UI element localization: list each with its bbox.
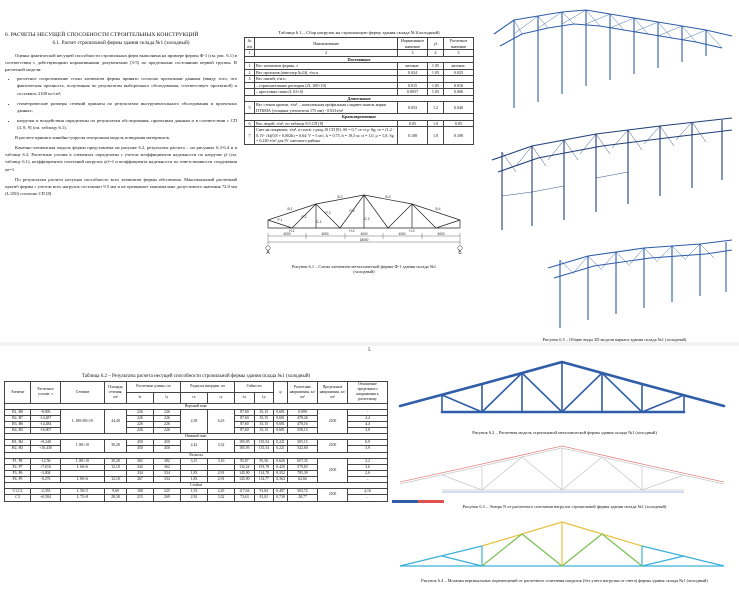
col-header: Гибкости	[235, 382, 274, 393]
sub-header: λx	[235, 392, 254, 403]
table-cell: 1.05	[428, 69, 444, 76]
table-cell: 0.015	[398, 82, 428, 89]
results-table	[4, 381, 388, 502]
section-title: 6. РАСЧЕТЫ НЕСУЩЕЙ СПОСОБНОСТИ СТРОИТЕЛЬНЫХ КОНСТРУКЦИЙ	[5, 32, 199, 38]
table-cell: 0,487	[274, 489, 288, 495]
table-title: Таблица 6.1 – Сбор нагрузок на стропильную ферму здания склада №1(холодный)	[278, 30, 440, 35]
member-label: В-1	[287, 207, 293, 211]
table-cell: 215	[127, 495, 154, 501]
table-cell: 657,35	[288, 458, 318, 464]
table-cell: 117,64	[235, 489, 254, 495]
subsection-title: 6.1. Расчет стропильной фермы здания склада №1 (холодный)	[52, 40, 190, 46]
slenderness-cell: 87,60	[235, 428, 254, 434]
table-cell: +0,584	[31, 495, 61, 501]
table-cell: 3,16	[207, 458, 234, 464]
table-cell: 1.0	[428, 127, 444, 145]
table-cell: 382	[153, 458, 180, 464]
table-title: Таблица 6.2 – Результаты расчета несущей способности стропильной фермы здания склада №1 (холодный)	[81, 374, 311, 379]
group-title: Раскосы	[5, 452, 388, 458]
truss-scheme-drawing	[262, 190, 466, 264]
table-row	[245, 127, 474, 145]
stress-cell: 0,099	[288, 409, 318, 415]
force-diagram-drawing	[392, 440, 737, 510]
table-cell: 334	[153, 470, 180, 476]
ratio-cell: 3,8	[348, 428, 388, 434]
length-cell: 450	[153, 440, 180, 446]
table-cell: 62,66	[288, 477, 318, 483]
table-cell: L 75×8	[61, 495, 105, 501]
member-label: В-4	[435, 207, 441, 211]
col-header: Элемент	[5, 382, 31, 404]
figure-6-4	[392, 514, 737, 583]
table-cell: 503,72	[288, 489, 318, 495]
table-cell: 2,91	[207, 477, 234, 483]
member-label: С-2	[364, 217, 370, 221]
table-cell: 0,730	[274, 495, 288, 501]
table-cell: Р2, Р7	[5, 464, 31, 470]
member-label: Р-4	[349, 209, 355, 213]
paragraph: Конечно-элементная модель фермы представлена на рисунке 6.2, результаты расчета – на рисунках 6.3-6.4 и в таблице 6.2. Расчетные усилия в элементах определены с учетом коэффициентов надежности по нагрузке γf (см. таблицу 6.1), коэффициентов сочетаний нагрузок ψ1=1 и коэффициента надежности по ответственности сооружения γn=1.	[5, 145, 237, 172]
table-cell: 3	[245, 76, 255, 83]
table-cell: Вес стенов кровли, т/м², – комплексная профильная сэндвич-панель марки ПТКМА (толщина утеплителя 175 мм) - 0.033т/м²	[255, 102, 398, 114]
table-cell: Р1, Р8	[5, 458, 31, 464]
table-cell: -12,58	[31, 458, 61, 464]
ratio-cell: 2,6	[348, 470, 388, 476]
col-number: 4	[428, 50, 444, 57]
table-cell: 0.024	[398, 69, 428, 76]
fe-model-drawing	[392, 354, 737, 434]
col-header: № п/п	[245, 38, 255, 50]
table-cell: 225	[153, 489, 180, 495]
ratio-cell: 3,2	[348, 458, 388, 464]
table-cell: Вес связей, т/м.п.	[255, 76, 398, 83]
col-header: Расчетное значение	[444, 38, 474, 50]
force-cell: +16,430	[31, 446, 61, 452]
table-cell: 1,53	[180, 489, 207, 495]
table-cell: 91,84	[254, 489, 273, 495]
table-cell: -2,355	[31, 489, 61, 495]
table-cell: Р4, Р5	[5, 477, 31, 483]
col-header: Расчетные напряжения, кг/см²	[288, 382, 318, 404]
table-header-row	[5, 382, 388, 393]
col-header: Отношение предельного напряжения к расчетному	[348, 382, 388, 404]
element-cell: В1, В8	[5, 409, 31, 415]
slenderness-cell: 87,60	[235, 415, 254, 421]
length-cell: 226	[153, 428, 180, 434]
table-cell: 1,83	[180, 477, 207, 483]
table-cell: 0.108	[398, 127, 428, 145]
radius-cell: 3,32	[207, 440, 234, 452]
sub-header: lx	[127, 392, 154, 403]
table-row	[5, 440, 388, 446]
length-cell: 226	[153, 421, 180, 427]
force-cell: -8,003	[31, 409, 61, 415]
length-cell: 226	[153, 409, 180, 415]
table-cell: 0,352	[274, 470, 288, 476]
element-cell: В4, В5	[5, 428, 31, 434]
table-cell: 0.016	[444, 82, 474, 89]
support-label-b: Б	[458, 250, 462, 256]
section-cell: L 80×10	[61, 440, 105, 452]
table-cell: 0.006	[444, 89, 474, 96]
ratio-cell: 4,4	[348, 415, 388, 421]
radius-cell: 2,42	[180, 440, 207, 452]
table-cell: 114,77	[254, 477, 273, 483]
member-label: В-3	[385, 195, 391, 199]
element-cell: В3, В6	[5, 421, 31, 427]
table-cell: 3,32	[207, 495, 234, 501]
dimension-label: 4000	[437, 232, 445, 236]
phi-cell: 0,221	[274, 440, 288, 446]
paragraph: По результатам расчета несущая способность всех элементов фермы обеспечена. Максимальный расчетный прогиб фермы с учетом всех нагрузок составляет 9.5 мм и не превышает максимально допустимого значения 72.0 мм (L/250) согласно СП [8].	[5, 176, 237, 196]
stress-cell: 478,26	[288, 415, 318, 421]
section-cell: L 180×80×10	[61, 409, 105, 434]
table-6-1-block	[244, 30, 474, 145]
member-label: В-2	[337, 195, 343, 199]
table-cell: 2,91	[207, 470, 234, 476]
length-cell: 450	[127, 446, 154, 452]
table-cell: 2,92	[180, 495, 207, 501]
stress-cell: 542,60	[288, 446, 318, 452]
radius-cell: 6,43	[207, 409, 234, 434]
bullet-item: • нагрузки и воздействия определены по результатам обследования, проектным данным и в соответствии с СП [4, 8, 9] (см. таблицу 6.1).	[17, 117, 237, 131]
slenderness-cell: 135,54	[254, 440, 273, 446]
table-cell: 145,90	[235, 470, 254, 476]
sub-header: rx	[180, 392, 207, 403]
col-header: γf	[428, 38, 444, 50]
frame-3d-view-bottom	[492, 236, 737, 332]
col-header: Сечение	[61, 382, 105, 404]
col-header: Предельные напряжения, кг/см²	[318, 382, 348, 404]
table-cell: 81,02	[254, 495, 273, 501]
stress-cell: 478,16	[288, 421, 318, 427]
table-cell: 1.05	[428, 89, 444, 96]
col-header: Расчетное усилие, т	[31, 382, 61, 404]
radius-cell: 2,58	[180, 409, 207, 434]
table-cell: 0.033	[398, 102, 428, 114]
area-cell: 44,48	[105, 409, 127, 434]
dimension-label: 4000	[283, 232, 291, 236]
table-cell: 7	[245, 127, 255, 145]
table-cell: L 50×5	[61, 489, 105, 495]
table-cell: 0.108	[444, 127, 474, 145]
ratio-cell: 3,6	[348, 464, 388, 470]
table-cell: 579,83	[288, 464, 318, 470]
phi-cell: 0,221	[274, 446, 288, 452]
table-cell: 28,77	[288, 495, 318, 501]
col-number: 3	[398, 50, 428, 57]
slenderness-cell: 185,95	[235, 440, 254, 446]
member-label: Р-3	[325, 211, 331, 215]
col-header: Нормативное значение	[398, 38, 428, 50]
member-label: Р-2	[301, 215, 307, 219]
table-cell: Вес прогонов (швеллер №24), т/м.п.	[255, 69, 398, 76]
figure-6-5	[492, 4, 737, 340]
text-column	[5, 32, 237, 197]
frame-3d-view-top	[492, 4, 737, 114]
table-cell: 0.0057	[398, 89, 428, 96]
table-cell: 0.040	[444, 102, 474, 114]
table-cell: 0.025	[444, 69, 474, 76]
col-header: Площадь сечения, см²	[105, 382, 127, 404]
table-cell: 1.05	[428, 63, 444, 70]
table-cell: 0.05	[398, 120, 428, 127]
table-cell: 2,45	[207, 489, 234, 495]
page-number: 5	[368, 348, 371, 353]
ratio-cell: 4,4	[348, 421, 388, 427]
sub-header: λy	[254, 392, 273, 403]
col-header: Расчетные длины, см	[127, 382, 181, 393]
slenderness-cell: 35,15	[254, 428, 273, 434]
table-cell: 132,24	[235, 464, 254, 470]
member-label: С-1	[316, 220, 322, 224]
element-cell: Н1, Н4	[5, 440, 31, 446]
table-cell: 1.2	[428, 102, 444, 114]
dimension-label: 4000	[398, 232, 406, 236]
table-cell: 785,39	[288, 470, 318, 476]
limit-cell: 2100	[318, 440, 348, 452]
table-cell: L 80×6	[61, 477, 105, 483]
length-cell: 226	[127, 415, 154, 421]
section-title: Постоянные	[245, 56, 474, 63]
table-cell: 30,28	[105, 458, 127, 464]
table-cell: С3	[5, 495, 31, 501]
col-header: Наименование	[255, 38, 398, 50]
length-cell: 226	[153, 415, 180, 421]
table-row	[245, 102, 474, 114]
member-label: Н-3	[409, 229, 415, 233]
member-label: Н-2	[349, 229, 355, 233]
col-number: 2	[255, 50, 398, 57]
bullet-list	[5, 75, 237, 131]
slenderness-cell: 185,95	[235, 446, 254, 452]
table-cell: 267	[127, 477, 154, 483]
table-cell: 28,30	[105, 495, 127, 501]
table-header-row	[245, 38, 474, 50]
ratio-cell: 3,9	[348, 446, 388, 452]
slenderness-cell: 35,15	[254, 415, 273, 421]
group-title: Верхний пояс	[5, 403, 388, 409]
element-cell: Н2, Н3	[5, 446, 31, 452]
slenderness-cell: 87,60	[235, 409, 254, 415]
intro-paragraph: Оценка фактической несущей способности стропильных ферм выполнена на примере фермы Ф-1 (см. рис. 6.1) в соответствии с действующими нормативными документами [3-5] по предельным состояниям первой группы. В расчетной модели:	[5, 53, 237, 73]
stress-cell: 558,15	[288, 428, 318, 434]
group-title: Нижний пояс	[5, 434, 388, 440]
length-cell: 226	[127, 428, 154, 434]
bullet-item: • расчетное сопротивление стали элементов фермы принято согласно проектным данным (ввиду того, что фактическая прочность, полученная по результатам выборочного обследования, соответствует проектной) и составило 2100 кг/см²;	[17, 75, 237, 96]
member-label: Р-1	[277, 218, 283, 222]
section-title: Длительные	[245, 95, 474, 102]
col-header: φ	[274, 382, 288, 404]
bullet-item: • геометрические размеры сечений приняты по результатам инструментального обследования и проектных данных;	[17, 100, 237, 114]
table-cell: L 60×6	[61, 464, 105, 470]
table-cell: 269	[153, 495, 180, 501]
length-cell: 450	[127, 440, 154, 446]
table-cell: 334	[127, 470, 154, 476]
col-number: 1	[245, 50, 255, 57]
support-label-a: А	[266, 250, 270, 256]
slenderness-cell: 87,60	[235, 421, 254, 427]
col-header: Радиусы инерции, см	[180, 382, 234, 393]
table-cell: 114,78	[254, 470, 273, 476]
figure-caption: Рисунок 6.5 – Общие виды 3D модели каркаса здания склада №1 (холодный)	[542, 337, 687, 342]
slenderness-cell: 35,15	[254, 409, 273, 415]
ratio-cell: 6,9	[348, 440, 388, 446]
table-cell: Вес элементов фермы, т	[255, 63, 398, 70]
phi-cell: 0,681	[274, 409, 288, 415]
section-title: Кратковременные	[245, 114, 474, 121]
dimension-label: 4000	[360, 232, 368, 236]
table-cell: 1.0	[428, 120, 444, 127]
table-row	[5, 409, 388, 415]
frame-3d-view-middle	[492, 116, 737, 236]
page-2	[0, 346, 739, 600]
table-cell: 2	[245, 69, 255, 76]
dimension-label: 4000	[321, 232, 329, 236]
table-cell: 0,626	[274, 458, 288, 464]
force-cell: +9,240	[31, 440, 61, 446]
length-cell: 226	[127, 421, 154, 427]
phi-cell: 0,681	[274, 428, 288, 434]
area-cell: 30,28	[105, 440, 127, 452]
loads-table	[244, 37, 474, 145]
table-cell: 12,10	[105, 464, 127, 470]
figure-caption: Рисунок 6.2 – Расчетная модель стропильной металлической фермы здания склада №1 (холодный)	[472, 430, 657, 435]
table-cell: 0.05	[444, 120, 474, 127]
group-title: Стойки	[5, 483, 388, 489]
table-cell: L 80×10	[61, 458, 105, 464]
ratio-cell: 4,16	[348, 489, 388, 495]
length-cell: 226	[127, 409, 154, 415]
slenderness-cell: 135,54	[254, 446, 273, 452]
table-cell: С1,С2	[5, 489, 31, 495]
table-cell: 5	[245, 102, 255, 114]
ratio-cell: -	[348, 409, 388, 415]
force-cell: -14,484	[31, 421, 61, 427]
table-cell: 334	[153, 477, 180, 483]
element-cell: В2, В7	[5, 415, 31, 421]
figure-6-3	[392, 440, 737, 509]
table-cell: – горизонтальные распорки (2L 100×10)	[255, 82, 398, 89]
force-cell: -16,907	[31, 428, 61, 434]
ratio-cell: –	[348, 495, 388, 501]
table-cell: 145,90	[235, 477, 254, 483]
limit-cell: 2100	[318, 409, 348, 434]
table-cell: -0,276	[31, 477, 61, 483]
table-cell: +7,016	[31, 464, 61, 470]
table-cell: 193,78	[254, 464, 273, 470]
table-cell: 3,15	[180, 458, 207, 464]
table-cell: 12,10	[105, 477, 127, 483]
table-cell: 342	[127, 464, 154, 470]
table-6-2-block	[4, 374, 388, 502]
table-cell: 180	[127, 489, 154, 495]
table-cell: автомат.	[398, 63, 428, 70]
sub-header: ry	[207, 392, 234, 403]
figure-caption: Рисунок 6.3 – Эпюра N от расчетного сочетания нагрузок стропильной фермы здания склада №1 (холодный)	[462, 504, 667, 509]
total-span-label: 18000	[359, 238, 369, 242]
table-cell: 95,87	[235, 458, 254, 464]
table-cell: 73,63	[235, 495, 254, 501]
figure-caption: Рисунок 6.1 – Схема элементов металлической фермы Ф-1 здания склада №1 (холодный)	[291, 264, 437, 274]
table-cell: 95,56	[254, 458, 273, 464]
table-cell: – крестовые связи (L 63×6)	[255, 89, 398, 96]
table-cell: 362	[153, 464, 180, 470]
sub-header: ly	[153, 392, 180, 403]
phi-cell: 0,681	[274, 421, 288, 427]
paragraph: В расчете принята линейно-упругая изотропная модель поведения материалов.	[15, 135, 170, 141]
table-cell: 1,83	[180, 470, 207, 476]
table-cell: 6	[245, 120, 255, 127]
table-cell: 9,60	[105, 489, 127, 495]
table-cell: автомат.	[444, 63, 474, 70]
table-cell: 1	[245, 63, 255, 70]
table-cell: 0,420	[274, 464, 288, 470]
table-cell: 1.05	[428, 82, 444, 89]
table-cell: -3,004	[31, 470, 61, 476]
table-cell: Вес людей, т/м², по таблице 8.3 СП [8]	[255, 120, 398, 127]
table-cell: Снег на покрытие, т/м², в соотв. с разд.10 СП [8]: S0 = 0,7·ce·ct·μ·Sg; ce = (1,2 - 0,1V·√k)(0,8 + 0,002b) = 0,64; V = 5 м/с, k = 0,75, b = 19,5 м; ct = 1,0, μ = 1,0; Sg = 0,240 т/м² для IV снегового района	[255, 127, 398, 145]
ratio-cell: –	[348, 477, 388, 483]
force-cell: -14,487	[31, 415, 61, 421]
table-cell: 382	[127, 458, 154, 464]
figure-6-1	[262, 190, 466, 274]
displacement-mosaic-drawing	[392, 514, 737, 578]
figure-caption: Рисунок 6.4 – Мозаика вертикальных перемещений от расчетного сочетания нагрузок (без учета нагрузки от снега) фермы здания склада №1 (холодный)	[421, 578, 708, 583]
phi-cell: 0,681	[274, 415, 288, 421]
col-number: 5	[444, 50, 474, 57]
limit-cell: 2100	[318, 489, 348, 501]
limit-cell: 2100	[318, 458, 348, 483]
table-cell: 0,364	[274, 477, 288, 483]
member-label: Н-1	[289, 229, 295, 233]
table-cell: Р3, Р6	[5, 470, 31, 476]
stress-cell: 305,15	[288, 440, 318, 446]
slenderness-cell: 35,15	[254, 421, 273, 427]
figure-6-2	[392, 354, 737, 435]
length-cell: 450	[153, 446, 180, 452]
